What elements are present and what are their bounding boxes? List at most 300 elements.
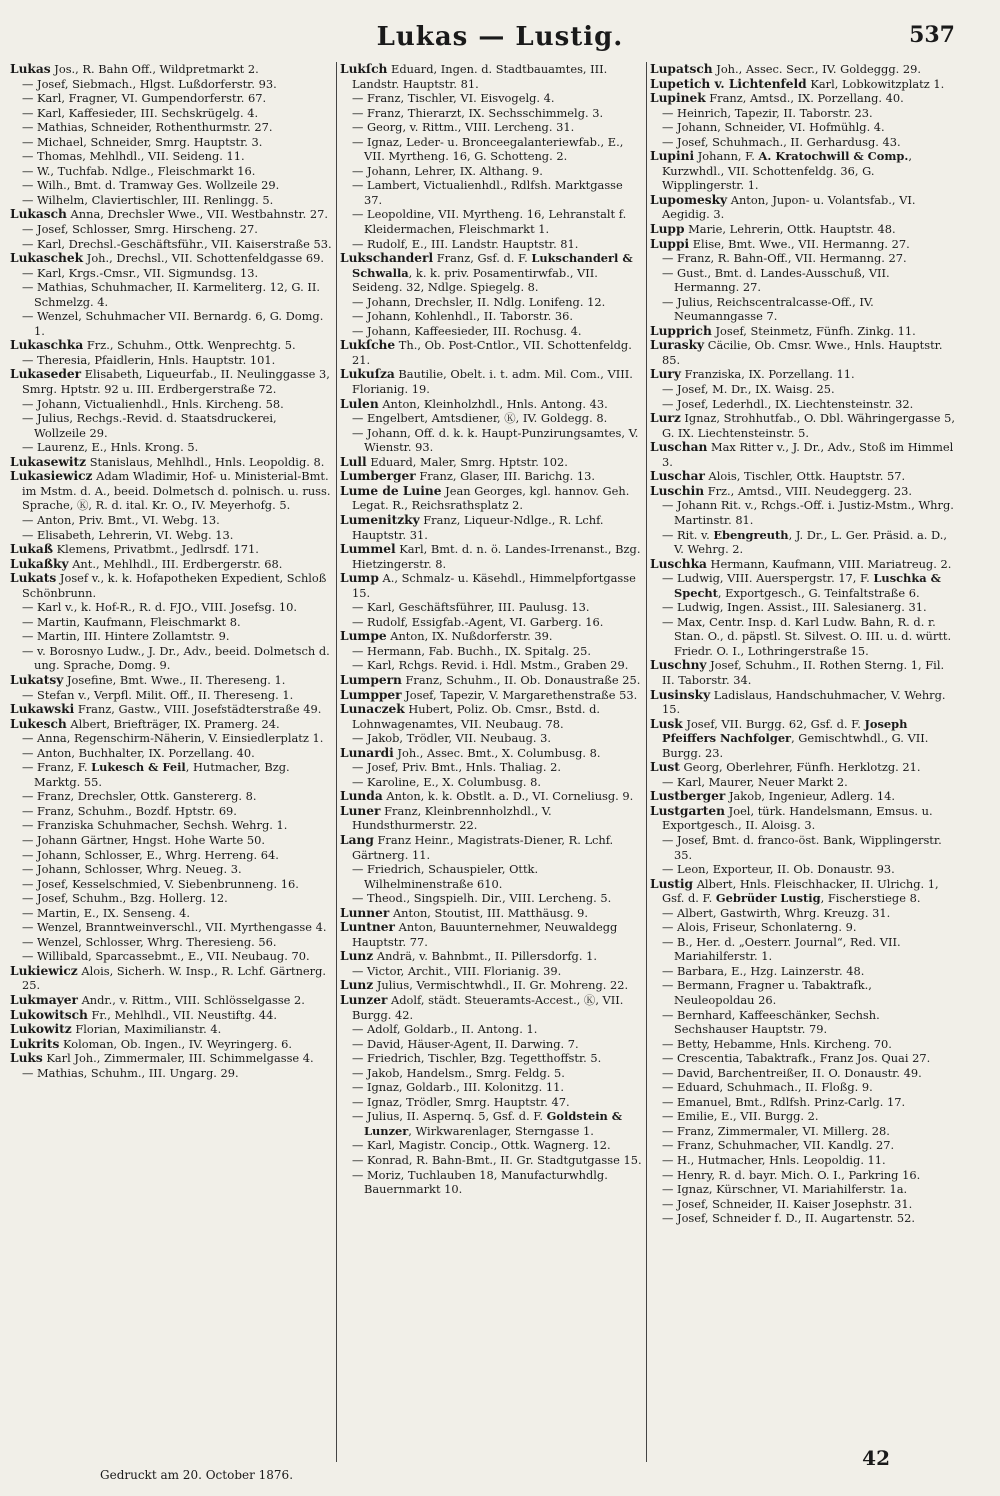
entry-details: — Gust., Bmt. d. Landes-Ausschuß, VII. Hermanng. 27. [662,265,890,295]
entry-details: Frz., Schuhm., Ottk. Wenprechtg. 5. [86,338,296,353]
entry-details: — Anna, Regenschirm-Näherin, V. Einsiedlerplatz 1. [22,731,324,746]
entry-surname: Lukasch [10,207,67,222]
entry-details: — Friedrich, Tischler, Bzg. Tegetthoffstr. 5. [352,1051,602,1066]
entry-details: Marie, Lehrerin, Ottk. Hauptstr. 48. [688,222,896,237]
directory-entry [340,469,642,484]
directory-entry [650,658,955,687]
directory-entry [340,164,642,179]
entry-details: Ant., Mehlhdl., III. Erdbergerstr. 68. [72,556,283,571]
directory-entry [10,629,332,644]
directory-entry [650,717,955,761]
entry-surname: Lull [340,454,367,469]
directory-entry [650,877,955,906]
entry-surname: Lurasky [650,338,705,353]
entry-surname: Luschan [650,440,708,455]
entry-surname: Lunda [340,789,383,804]
directory-entry [650,237,955,252]
entry-details: — Franz, Thierarzt, IX. Sechsschimmelg. 3. [352,105,604,120]
directory-entry [340,600,642,615]
directory-entry [10,789,332,804]
entry-details: Josefine, Bmt. Wwe., II. Thereseng. 1. [66,672,286,687]
entry-details: — Johann, Kohlenhdl., II. Taborstr. 36. [352,309,574,324]
directory-entry [340,993,642,1022]
entry-surname: Lunaczek [340,702,405,717]
entry-details: Hermann, Kaufmann, VIII. Mariatreug. 2. [710,556,952,571]
entry-details: — Karl, Kaffesieder, III. Sechskrügelg. 4. [22,105,259,120]
directory-entry [650,1124,955,1139]
entry-details: — Franz, Schuhm., Bozdf. Hptstr. 69. [22,803,237,818]
entry-details: — Hermann, Fab. Buchh., IX. Spitalg. 25. [352,643,591,658]
entry-details: Karl, Bmt. d. n. ö. Landes-Irrenanst., Bzg. Hietzingerstr. 8. [352,542,641,571]
entry-details: Anton, Bauunternehmer, Neuwaldegg Hauptstr. 77. [352,920,618,949]
entry-details: Alois, Sicherh. W. Insp., R. Lchf. Gärtnerg. 25. [22,963,327,993]
entry-details: Jean Georges, kgl. hannov. Geh. Legat. R., Reichsrathsplatz 2. [352,483,630,513]
entry-details: Josef v., k. k. Hofapotheken Expedient, Schloß Schönbrunn. [22,571,327,600]
entry-details: Elisabeth, Liqueurfab., II. Neulinggasse 3, Smrg. Hptstr. 92 u. III. Erdbergerstraße 72. [22,367,330,397]
directory-entry [650,469,955,484]
entry-details: — David, Barchentreißer, II. O. Donaustr. 49. [662,1065,922,1080]
entry-details: — Julius, II. Aspernq. 5, Gsf. d. F. Goldstein & Lunzer, Wirkwarenlager, Sterngasse 1. [352,1109,623,1138]
directory-entry [10,571,332,600]
entry-details: — Josef, Siebmach., Hlgst. Lußdorferstr. 93. [22,76,277,91]
directory-entry [10,338,332,353]
entry-surname: Lukschanderl [340,251,434,266]
entry-details: — Franz, F. Lukesch & Feil, Hutmacher, Bzg. Marktg. 55. [22,760,290,789]
entry-details: Franz Heinr., Magistrats-Diener, R. Lchf. Gärtnerg. 11. [352,832,614,862]
entry-details: Cäcilie, Ob. Cmsr. Wwe., Hnls. Hauptstr. 85. [662,338,943,367]
directory-entry [650,833,955,862]
entry-details: A., Schmalz- u. Käsehdl., Himmelpfortgasse 15. [352,571,636,600]
entry-details: Ladislaus, Handschuhmacher, V. Wehrg. 15. [662,687,946,717]
directory-entry [10,717,332,732]
entry-details: — Adolf, Goldarb., II. Antong. 1. [352,1022,538,1037]
directory-entry [10,1008,332,1023]
entry-details: — Martin, III. Hintere Zollamtstr. 9. [22,629,230,644]
entry-surname: Lukawski [10,702,75,717]
entry-details: Franz, Schuhm., II. Ob. Donaustraße 25. [405,672,641,687]
directory-entry [10,164,332,179]
directory-entry [10,877,332,892]
entry-details: Joh., Drechsl., VII. Schottenfeldgasse 69. [86,251,324,266]
directory-entry [340,949,642,964]
entry-surname: Lusinsky [650,687,711,702]
entry-details: — Thomas, Mehlhdl., VII. Seideng. 11. [22,149,245,164]
directory-entry [650,106,955,121]
directory-entry [340,542,642,571]
entry-details: — Rit. v. Ebengreuth, J. Dr., L. Ger. Präsid. a. D., V. Wehrg. 2. [662,527,947,557]
entry-surname: Lukaschek [10,251,84,266]
entry-details: — Franz, Schuhmacher, VII. Kandlg. 27. [662,1138,895,1153]
directory-entry [650,1138,955,1153]
directory-entry [650,62,955,77]
entry-surname: Lumpern [340,672,402,687]
firm-name: A. Kratochwill & Comp. [758,149,909,164]
entry-details: — Josef, Schuhm., Bzg. Hollerg. 12. [22,891,228,906]
entry-surname: Lukesch [10,716,67,731]
entry-details: — B., Her. d. „Oesterr. Journal“, Red. VII. Mariahilferstr. 1. [662,934,901,964]
entry-details: — Georg, v. Rittm., VIII. Lercheng. 31. [352,120,575,135]
entry-details: — Laurenz, E., Hnls. Krong. 5. [22,440,199,455]
directory-entry [10,178,332,193]
directory-entry [10,353,332,368]
directory-entry [10,528,332,543]
directory-entry [650,498,955,527]
entry-surname: Lukatsy [10,672,64,687]
entry-details: Koloman, Ob. Ingen., IV. Weyringerg. 6. [63,1036,292,1051]
directory-entry [340,862,642,891]
entry-details: — W., Tuchfab. Ndlge., Fleischmarkt 16. [22,163,256,178]
directory-entry [340,891,642,906]
entry-details: — Theresia, Pfaidlerin, Hnls. Hauptstr. 101. [22,352,276,367]
directory-entry [10,949,332,964]
entry-details: — Anton, Priv. Bmt., VI. Webg. 13. [22,512,220,527]
directory-entry [650,1168,955,1183]
directory-entry [340,91,642,106]
directory-entry [10,62,332,77]
entry-details: Adolf, städt. Steueramts-Accest., Ⓚ, VII. Burgg. 42. [352,993,624,1022]
entry-details: Eduard, Maler, Smrg. Hptstr. 102. [370,454,568,469]
entry-details: Andrä, v. Bahnbmt., II. Pillersdorfg. 1. [376,949,597,964]
entry-details: — Karl, Maurer, Neuer Markt 2. [662,774,848,789]
directory-entry [10,1022,332,1037]
entry-details: Franz, Gastw., VIII. Josefstädterstraße 49. [77,702,322,717]
directory-entry [650,251,955,266]
directory-entry [650,1109,955,1124]
directory-entry [650,789,955,804]
entry-details: Anton, Kleinholzhdl., Hnls. Antong. 43. [382,396,608,411]
entry-surname: Lumpe [340,629,387,644]
entry-surname: Lukowitz [10,1022,72,1037]
directory-entry [340,978,642,993]
entry-details: — Josef, Lederhdl., IX. Liechtensteinstr. 32. [662,396,914,411]
entry-details: — Jakob, Trödler, VII. Neubaug. 3. [352,731,552,746]
directory-entry [650,135,955,150]
directory-entry [650,440,955,469]
entry-details: Bautilie, Obelt. i. t. adm. Mil. Com., VIII. Florianig. 19. [352,367,633,397]
directory-entry [10,644,332,673]
directory-entry [650,149,955,193]
entry-details: Joel, türk. Handelsmann, Emsus. u. Exportgesch., II. Aloisg. 3. [662,803,933,833]
directory-entry [10,688,332,703]
directory-entry [650,688,955,717]
entry-details: — Franziska Schuhmacher, Sechsh. Wehrg. 1. [22,818,288,833]
directory-entry [650,1080,955,1095]
directory-entry [340,833,642,862]
entry-details: Fr., Mehlhdl., VII. Neustiftg. 44. [91,1007,278,1022]
directory-entry [650,1153,955,1168]
directory-entry [340,295,642,310]
entry-details: — Josef, Kesselschmied, V. Siebenbrunneng. 16. [22,876,299,891]
entry-surname: Lumpper [340,687,402,702]
entry-surname: Lukas [10,62,51,76]
firm-name: Lukschanderl & Schwalla [352,251,633,280]
entry-surname: Lunardi [340,745,394,760]
directory-entry [10,746,332,761]
directory-entry [650,920,955,935]
directory-entry [10,397,332,412]
directory-entry [10,367,332,396]
directory-entry [10,193,332,208]
directory-entry [340,426,642,455]
entry-surname: Lukaß [10,542,54,557]
entry-details: — Johann, Victualienhdl., Hnls. Kircheng. 58. [22,396,284,411]
firm-name: Lukesch & Feil [91,760,186,775]
directory-entry [340,688,642,703]
directory-entry [650,1182,955,1197]
entry-details: Franz, Liqueur-Ndlge., R. Lchf. Hauptstr. 31. [352,512,604,542]
entry-details: — Karl, Krgs.-Cmsr., VII. Sigmundsg. 13. [22,265,259,280]
entry-details: — Martin, E., IX. Senseng. 4. [22,905,190,920]
directory-entry [650,615,955,659]
directory-entry [650,484,955,499]
directory-entry [650,1008,955,1037]
entry-details: — Ignaz, Goldarb., III. Kolonitzg. 11. [352,1080,564,1095]
entry-surname: Luschny [650,658,707,673]
firm-name: Luschka & Specht [674,571,941,600]
directory-entry [10,135,332,150]
directory-entry [650,324,955,339]
entry-details: Georg, Oberlehrer, Fünfh. Herklotzg. 21. [683,760,921,775]
directory-entry [340,1095,642,1110]
directory-entry [650,77,955,92]
directory-entry [10,673,332,688]
entry-details: — Josef, Schlosser, Smrg. Hirscheng. 27. [22,222,258,237]
entry-details: Julius, Vermischtwhdl., II. Gr. Mohreng. 22. [376,978,629,993]
entry-details: — Johann, Lehrer, IX. Althang. 9. [352,163,543,178]
entry-details: Klemens, Privatbmt., Jedlrsdf. 171. [56,542,259,557]
directory-entry [340,207,642,236]
directory-entry [10,266,332,281]
directory-entry [10,920,332,935]
entry-details: — Victor, Archit., VIII. Florianig. 39. [352,963,562,978]
entry-details: — Emilie, E., VII. Burgg. 2. [662,1109,819,1124]
entry-details: Elise, Bmt. Wwe., VII. Hermanng. 27. [692,236,910,251]
entry-details: — Franz, Drechsler, Ottk. Ganstererg. 8. [22,789,257,804]
entry-details: Josef, Tapezir, V. Margarethenstraße 53. [405,687,638,702]
print-date: Gedruckt am 20. October 1876. [100,1468,294,1482]
entry-details: — v. Borosnyo Ludw., J. Dr., Adv., beeid. Dolmetsch d. ung. Sprache, Domg. 9. [22,643,330,673]
entry-details: — Barbara, E., Hzg. Lainzerstr. 48. [662,963,865,978]
entry-details: — Jakob, Handelsm., Smrg. Feldg. 5. [352,1065,565,1080]
entry-details: Albert, Hnls. Fleischhacker, II. Ulrichg. 1, Gsf. d. F. Gebrüder Lustig, Fischerstiege 8. [662,876,939,906]
entry-surname: Lukats [10,571,57,586]
directory-entry [10,106,332,121]
entry-details: Anton, Jupon- u. Volantsfab., VI. Aegidig. 3. [662,192,916,222]
entry-details: Jakob, Ingenieur, Adlerg. 14. [728,789,895,804]
entry-surname: Lukſche [340,338,396,353]
entry-details: — Friedrich, Schauspieler, Ottk. Wilhelminenstraße 610. [352,862,539,891]
directory-entry [10,91,332,106]
entry-surname: Lukmayer [10,993,78,1007]
directory-entry [340,760,642,775]
entry-surname: Lupprich [650,323,712,338]
directory-entry [650,862,955,877]
entry-surname: Lunner [340,905,390,920]
directory-entry [340,106,642,121]
entry-details: — Julius, Reichscentralcasse-Off., IV. Neumanngasse 7. [662,294,874,324]
entry-surname: Lukaseder [10,367,82,382]
directory-entry [650,411,955,440]
entry-surname: Lust [650,760,680,775]
entry-details: Karl Joh., Zimmermaler, III. Schimmelgasse 4. [46,1051,314,1066]
entry-details: — Ignaz, Trödler, Smrg. Hauptstr. 47. [352,1094,570,1109]
directory-entry [650,557,955,572]
directory-entry [650,760,955,775]
entry-details: — David, Häuser-Agent, II. Darwing. 7. [352,1036,579,1051]
directory-entry [340,513,642,542]
entry-details: Albert, Briefträger, IX. Pramerg. 24. [70,716,280,731]
entry-details: Eduard, Ingen. d. Stadtbauamtes, III. Landstr. Hauptstr. 81. [352,62,608,91]
entry-details: — Karl, Fragner, VI. Gumpendorferstr. 67. [22,91,267,106]
entry-surname: Lumberger [340,469,416,484]
directory-entry [340,804,642,833]
entry-surname: Lukaßky [10,556,69,571]
directory-entry [340,1080,642,1095]
entry-surname: Luner [340,803,381,818]
directory-entry [10,993,332,1008]
entry-surname: Lumenitzky [340,512,420,527]
entry-details: — Mathias, Schuhm., III. Ungarg. 29. [22,1065,239,1080]
entry-surname: Lunzer [340,993,388,1007]
directory-entry [340,120,642,135]
entry-details: Franz, Glaser, III. Barichg. 13. [419,469,595,484]
directory-entry [340,411,642,426]
firm-name: Joseph Pfeiffers Nachfolger [662,716,908,746]
entry-details: — Albert, Gastwirth, Whrg. Kreuzg. 31. [662,905,891,920]
directory-entry [650,338,955,367]
entry-details: — Rudolf, Essigfab.-Agent, VI. Garberg. 16. [352,614,604,629]
directory-entry [10,1066,332,1081]
entry-details: Ignaz, Strohhutfab., O. Dbl. Währingergasse 5, G. IX. Liechtensteinstr. 5. [662,411,955,440]
entry-details: — Crescentia, Tabaktrafk., Franz Jos. Quai 27. [662,1051,931,1066]
entry-details: — Theod., Singspielh. Dir., VIII. Lercheng. 5. [352,891,612,906]
directory-entry [340,731,642,746]
directory-entry [10,848,332,863]
entry-surname: Lulen [340,396,379,411]
entry-surname: Lukowitsch [10,1007,88,1022]
directory-entry [340,906,642,921]
entry-details: Franz, Gsf. d. F. Lukschanderl & Schwalla, k. k. priv. Posamentirwfab., VII. Seideng. 32, Ndlge. Spiegelg. 8. [352,251,633,295]
entry-surname: Lupp [650,222,685,237]
directory-entry [10,469,332,513]
directory-entry [10,280,332,309]
entry-details: — Ignaz, Leder- u. Bronceegalanteriewfab., E., VII. Myrtheng. 16, G. Schotteng. 2. [352,134,624,164]
directory-entry [340,367,642,396]
entry-details: — Ludwig, Ingen. Assist., III. Salesianerg. 31. [662,600,927,615]
directory-entry [650,193,955,222]
entry-details: — Bermann, Fragner u. Tabaktrafk., Neuleopoldau 26. [662,978,872,1007]
entry-details: — Karoline, E., X. Columbusg. 8. [352,774,541,789]
entry-details: Jos., R. Bahn Off., Wildpretmarkt 2. [54,62,259,76]
entry-details: — Josef, Schuhmach., II. Gerhardusg. 43. [662,134,901,149]
directory-entry [340,62,642,91]
entry-details: Joh., Assec. Bmt., X. Columbusg. 8. [397,745,601,760]
column-1 [10,62,332,1457]
entry-details: — H., Hutmacher, Hnls. Leopoldig. 11. [662,1153,886,1168]
entry-details: — Josef, Priv. Bmt., Hnls. Thaliag. 2. [352,760,561,775]
entry-surname: Lummel [340,542,396,557]
column-divider [336,62,337,1462]
directory-entry [650,222,955,237]
entry-surname: Lukſch [340,62,388,76]
directory-entry [10,237,332,252]
entry-details: — Karl, Magistr. Concip., Ottk. Wagnerg. 12. [352,1138,611,1153]
directory-entry [10,1037,332,1052]
firm-name: Goldstein & Lunzer [364,1109,623,1138]
entry-details: — Karl, Drechsl.-Geschäftsführ., VII. Kaiserstraße 53. [22,236,332,251]
running-head: Lukas — Lustig. [376,22,624,52]
entry-surname: Lang [340,832,374,847]
directory-entry [340,1138,642,1153]
directory-entry [340,237,642,252]
entry-surname: Luschar [650,469,705,484]
entry-details: — Karl, Geschäftsführer, III. Paulusg. 13. [352,600,590,615]
directory-entry [650,1095,955,1110]
directory-entry [340,309,642,324]
directory-entry [10,833,332,848]
entry-surname: Lukuſza [340,367,395,382]
entry-surname: Lupomesky [650,192,728,207]
directory-entry [340,178,642,207]
entry-details: — Emanuel, Bmt., Rdlfsh. Prinz-Carlg. 17. [662,1094,906,1109]
directory-entry [340,746,642,761]
directory-entry [10,1051,332,1066]
entry-details: Th., Ob. Post-Cntlor., VII. Schottenfeldg. 21. [352,338,632,367]
entry-details: — Wenzel, Schlosser, Whrg. Theresieng. 56. [22,934,277,949]
entry-details: Josef, Steinmetz, Fünfh. Zinkg. 11. [715,323,916,338]
entry-surname: Lustgarten [650,803,726,818]
entry-details: Joh., Assec. Secr., IV. Goldeggg. 29. [716,62,921,76]
page-number: 537 [909,22,955,48]
entry-details: — Wenzel, Branntweinverschl., VII. Myrthengasse 4. [22,920,327,935]
entry-details: — Leon, Exporteur, II. Ob. Donaustr. 93. [662,862,895,877]
entry-details: — Karl, Rchgs. Revid. i. Hdl. Mstm., Graben 29. [352,658,629,673]
directory-entry [10,455,332,470]
directory-entry [10,935,332,950]
directory-entry [650,804,955,833]
directory-entry [340,1037,642,1052]
entry-surname: Lukasiewicz [10,469,93,484]
entry-details: — Rudolf, E., III. Landstr. Hauptstr. 81. [352,236,579,251]
entry-details: — Konrad, R. Bahn-Bmt., II. Gr. Stadtgutgasse 15. [352,1153,642,1168]
entry-details: — Julius, Rechgs.-Revid. d. Staatsdruckerei, Wollzeile 29. [22,411,277,440]
entry-surname: Luks [10,1051,43,1066]
entry-details: Anna, Drechsler Wwe., VII. Westbahnstr. 27. [70,207,329,222]
directory-entry [340,455,642,470]
directory-entry [650,775,955,790]
entry-details: — Johann Rit. v., Rchgs.-Off. i. Justiz-Mstm., Whrg. Martinstr. 81. [662,498,954,527]
directory-entry [10,411,332,440]
entry-details: — Alois, Friseur, Schonlaterng. 9. [662,920,857,935]
entry-surname: Luppi [650,236,690,251]
entry-surname: Lustig [650,876,694,891]
directory-entry [10,513,332,528]
entry-details: Stanislaus, Mehlhdl., Hnls. Leopoldig. 8. [89,454,325,469]
entry-details: — Johann, Kaffeesieder, III. Rochusg. 4. [352,323,582,338]
entry-details: — Martin, Kaufmann, Fleischmarkt 8. [22,614,241,629]
directory-entry [340,484,642,513]
column-2 [340,62,642,1457]
sheet-number: 42 [862,1446,890,1470]
entry-details: — Engelbert, Amtsdiener, Ⓚ, IV. Goldegg. 8. [352,411,608,426]
directory-entry [650,1037,955,1052]
entry-surname: Lurz [650,411,681,426]
directory-entry [10,557,332,572]
directory-entry [340,135,642,164]
entry-surname: Lunz [340,978,374,993]
directory-entry [10,207,332,222]
entry-details: — Moriz, Tuchlauben 18, Manufacturwhdlg. Bauernmarkt 10. [352,1167,608,1197]
